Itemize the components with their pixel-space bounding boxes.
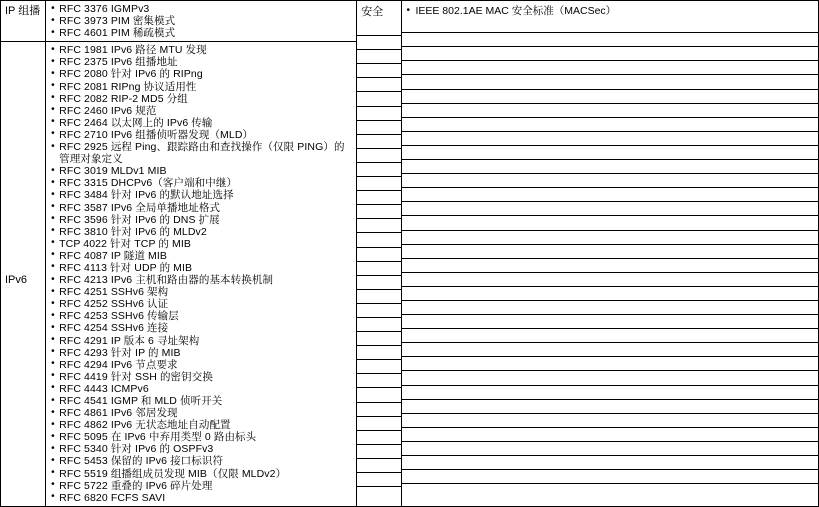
grid-cell xyxy=(402,61,818,75)
grid-cell xyxy=(357,374,401,388)
grid-cell xyxy=(402,301,818,315)
grid-row xyxy=(357,149,401,163)
grid-cell xyxy=(357,290,401,304)
grid-cell xyxy=(402,19,818,33)
grid-cell xyxy=(357,149,401,163)
grid-row xyxy=(357,205,401,219)
grid-row xyxy=(402,146,818,160)
list-item: • RFC 4541 IGMP 和 MLD 侦听开关 xyxy=(50,395,354,407)
grid-row xyxy=(402,414,818,428)
grid-cell xyxy=(357,417,401,431)
grid-cell xyxy=(402,287,818,301)
grid-cell xyxy=(402,343,818,357)
grid-row xyxy=(402,118,818,132)
grid-row xyxy=(402,287,818,301)
grid-row xyxy=(357,262,401,276)
list-item: • RFC 4251 SSHv6 架构 xyxy=(50,286,354,298)
grid-cell xyxy=(402,47,818,61)
grid-cell xyxy=(357,22,401,36)
grid-row xyxy=(402,104,818,118)
grid-row xyxy=(402,47,818,61)
grid-row xyxy=(357,191,401,205)
grid-cell xyxy=(357,459,401,473)
list-item: • RFC 1981 IPv6 路径 MTU 发现 xyxy=(50,44,354,56)
grid-row xyxy=(357,332,401,346)
grid-cell xyxy=(357,473,401,487)
grid-row xyxy=(357,360,401,374)
grid-row xyxy=(357,107,401,121)
grid-cell xyxy=(357,92,401,106)
grid-row xyxy=(357,445,401,459)
grid-cell xyxy=(402,118,818,132)
grid-cell xyxy=(357,304,401,318)
list-item: • RFC 3484 针对 IPv6 的默认地址选择 xyxy=(50,189,354,201)
grid-row xyxy=(402,343,818,357)
grid-cell xyxy=(357,318,401,332)
grid-cell xyxy=(402,146,818,160)
grid-row xyxy=(357,388,401,402)
list-item: • RFC 4252 SSHv6 认证 xyxy=(50,298,354,310)
list-item: • RFC 2080 针对 IPv6 的 RIPng xyxy=(50,68,354,80)
grid-cell xyxy=(357,431,401,445)
grid-cell xyxy=(402,33,818,47)
grid-row xyxy=(402,315,818,329)
grid-row xyxy=(402,216,818,230)
list-item: • RFC 5453 保留的 IPv6 接口标识符 xyxy=(50,455,354,467)
grid-cell xyxy=(357,262,401,276)
grid-cell xyxy=(402,428,818,442)
grid-row xyxy=(357,163,401,177)
grid-cell xyxy=(402,104,818,118)
grid-row xyxy=(402,132,818,146)
grid-cell xyxy=(357,332,401,346)
list-item: • IEEE 802.1AE MAC 安全标准（MACSec） xyxy=(402,1,818,19)
list-item: • RFC 4601 PIM 稀疏模式 xyxy=(50,27,354,39)
grid-cell xyxy=(357,191,401,205)
list-item: • RFC 2710 IPv6 组播侦听器发现（MLD） xyxy=(50,129,354,141)
grid-row xyxy=(357,121,401,135)
list-item: • RFC 4291 IP 版本 6 寻址架构 xyxy=(50,335,354,347)
grid-cell xyxy=(357,107,401,121)
list-item: • RFC 4253 SSHv6 传输层 xyxy=(50,310,354,322)
list-item: • RFC 4087 IP 隧道 MIB xyxy=(50,250,354,262)
grid-cell xyxy=(402,470,818,484)
list-item: • RFC 4862 IPv6 无状态地址自动配置 xyxy=(50,419,354,431)
grid-row xyxy=(402,259,818,273)
grid-row xyxy=(402,231,818,245)
category-cell-ip-multicast xyxy=(1,1,46,42)
grid-cell xyxy=(402,357,818,371)
list-item: • RFC 4861 IPv6 邻居发现 xyxy=(50,407,354,419)
list-item: • RFC 4254 SSHv6 连接 xyxy=(50,322,354,334)
grid-row xyxy=(402,188,818,202)
category-cell-ipv6 xyxy=(1,42,46,507)
grid-row xyxy=(357,248,401,262)
grid-cell xyxy=(402,273,818,287)
grid-cell xyxy=(357,248,401,262)
grid-row xyxy=(357,22,401,36)
grid-row xyxy=(357,92,401,106)
grid-row xyxy=(357,50,401,64)
grid-row xyxy=(402,61,818,75)
items-cell-ip-multicast xyxy=(46,1,357,42)
grid-cell xyxy=(402,160,818,174)
list-item: • RFC 2081 RIPng 协议适用性 xyxy=(50,81,354,93)
grid-cell xyxy=(357,276,401,290)
items-cell-ipv6 xyxy=(46,42,357,507)
grid-row xyxy=(357,346,401,360)
list-item: • RFC 3019 MLDv1 MIB xyxy=(50,165,354,177)
list-item: • RFC 3596 针对 IPv6 的 DNS 扩展 xyxy=(50,214,354,226)
grid-cell xyxy=(357,121,401,135)
grid-row xyxy=(402,386,818,400)
grid-row xyxy=(402,174,818,188)
grid-cell xyxy=(357,219,401,233)
grid-cell xyxy=(357,78,401,92)
list-item: • RFC 2375 IPv6 组播地址 xyxy=(50,56,354,68)
grid-row xyxy=(357,473,401,487)
grid-cell xyxy=(357,177,401,191)
grid-row xyxy=(357,459,401,473)
list-item: • RFC 3315 DHCPv6（客户端和中继） xyxy=(50,177,354,189)
list-item: • RFC 4294 IPv6 节点要求 xyxy=(50,359,354,371)
grid-row xyxy=(357,276,401,290)
grid-row xyxy=(402,400,818,414)
grid-cell xyxy=(357,388,401,402)
grid-row xyxy=(402,160,818,174)
grid-row xyxy=(357,318,401,332)
grid-row xyxy=(402,90,818,104)
grid-cell xyxy=(357,50,401,64)
grid-cell xyxy=(402,259,818,273)
list-item: • RFC 3973 PIM 密集模式 xyxy=(50,15,354,27)
items-cell-security xyxy=(402,1,819,507)
grid-row xyxy=(402,75,818,89)
grid-row xyxy=(357,304,401,318)
category-cell-security xyxy=(357,1,402,507)
grid-cell xyxy=(402,400,818,414)
list-item: • RFC 3376 IGMPv3 xyxy=(50,3,354,15)
grid-cell xyxy=(402,90,818,104)
rfc-list-ip-multicast xyxy=(46,1,356,41)
list-item: • RFC 2460 IPv6 规范 xyxy=(50,105,354,117)
grid-row xyxy=(402,428,818,442)
grid-row xyxy=(402,456,818,470)
grid-cell xyxy=(402,371,818,385)
grid-cell xyxy=(402,188,818,202)
grid-row xyxy=(402,301,818,315)
grid-row xyxy=(402,273,818,287)
grid-cell xyxy=(402,442,818,456)
grid-cell xyxy=(402,456,818,470)
grid-row xyxy=(357,78,401,92)
grid-cell xyxy=(357,403,401,417)
grid-cell xyxy=(402,386,818,400)
grid-row xyxy=(402,329,818,343)
grid-cell xyxy=(402,174,818,188)
grid-row xyxy=(402,371,818,385)
security-items-filler-grid xyxy=(402,19,818,484)
grid-row xyxy=(402,470,818,484)
grid-row xyxy=(402,202,818,216)
list-item: • RFC 4113 针对 UDP 的 MIB xyxy=(50,262,354,274)
grid-cell xyxy=(357,205,401,219)
grid-cell xyxy=(402,231,818,245)
list-item: • RFC 4293 针对 IP 的 MIB xyxy=(50,347,354,359)
grid-cell xyxy=(402,202,818,216)
rfc-list-ipv6 xyxy=(46,42,356,506)
list-item: • RFC 5095 在 IPv6 中弃用类型 0 路由标头 xyxy=(50,431,354,443)
grid-cell xyxy=(357,360,401,374)
grid-cell xyxy=(357,346,401,360)
grid-row xyxy=(357,233,401,247)
list-item: • TCP 4022 针对 TCP 的 MIB xyxy=(50,238,354,250)
list-item: • RFC 4419 针对 SSH 的密钥交换 xyxy=(50,371,354,383)
grid-cell xyxy=(402,315,818,329)
list-item: • RFC 6820 FCFS SAVI xyxy=(50,492,354,504)
grid-row xyxy=(357,403,401,417)
grid-cell xyxy=(402,245,818,259)
list-item: • RFC 2925 远程 Ping、跟踪路由和查找操作（仅限 PING）的管理对象定义 xyxy=(50,141,354,165)
list-item: • RFC 5340 针对 IPv6 的 OSPFv3 xyxy=(50,443,354,455)
list-item: • RFC 5722 重叠的 IPv6 碎片处理 xyxy=(50,480,354,492)
grid-cell xyxy=(402,329,818,343)
category-label-ip-multicast: IP 组播 xyxy=(5,5,41,17)
grid-row xyxy=(357,177,401,191)
grid-row xyxy=(357,219,401,233)
grid-cell xyxy=(357,64,401,78)
grid-row xyxy=(357,431,401,445)
category-label-ipv6: IPv6 xyxy=(5,274,28,287)
security-category-filler-grid xyxy=(357,22,401,487)
grid-cell xyxy=(357,445,401,459)
grid-row xyxy=(357,374,401,388)
grid-cell xyxy=(357,36,401,50)
grid-row xyxy=(402,357,818,371)
list-item: • RFC 4443 ICMPv6 xyxy=(50,383,354,395)
grid-row xyxy=(402,442,818,456)
grid-row xyxy=(402,33,818,47)
grid-row xyxy=(357,64,401,78)
grid-cell xyxy=(357,163,401,177)
grid-row xyxy=(357,417,401,431)
list-item: • RFC 2082 RIP-2 MD5 分组 xyxy=(50,93,354,105)
list-item: • RFC 4213 IPv6 主机和路由器的基本转换机制 xyxy=(50,274,354,286)
category-label-security: 安全 xyxy=(361,6,384,18)
list-item: • RFC 5519 组播组成员发现 MIB（仅限 MLDv2） xyxy=(50,468,354,480)
table-row xyxy=(1,1,819,42)
grid-cell xyxy=(402,414,818,428)
list-item: • RFC 3587 IPv6 全局单播地址格式 xyxy=(50,202,354,214)
grid-cell xyxy=(357,135,401,149)
grid-cell xyxy=(402,216,818,230)
grid-row xyxy=(402,19,818,33)
list-item: • RFC 3810 针对 IPv6 的 MLDv2 xyxy=(50,226,354,238)
grid-row xyxy=(357,290,401,304)
grid-row xyxy=(357,135,401,149)
grid-row xyxy=(402,245,818,259)
grid-cell xyxy=(402,132,818,146)
list-item: • RFC 2464 以太网上的 IPv6 传输 xyxy=(50,117,354,129)
grid-cell xyxy=(402,75,818,89)
grid-row xyxy=(357,36,401,50)
grid-cell xyxy=(357,233,401,247)
